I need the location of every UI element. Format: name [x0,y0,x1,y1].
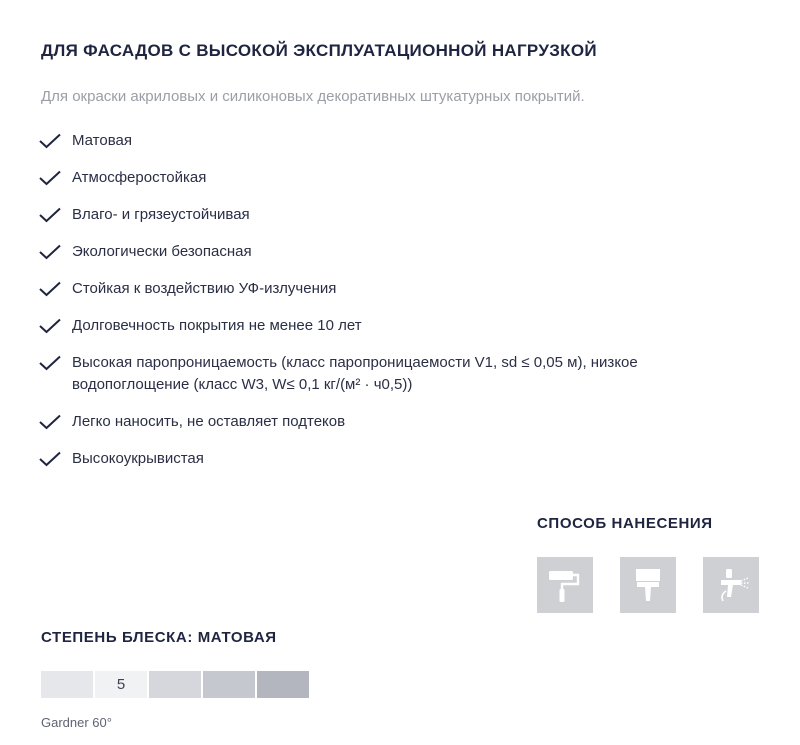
application-title: СПОСОБ НАНЕСЕНИЯ [537,515,713,532]
feature-item [38,315,738,337]
method-roller [537,557,593,613]
feature-item [38,278,738,300]
feature-text: Матовая [72,132,132,149]
feature-text: Высокоукрывистая [72,450,204,467]
feature-item [38,167,738,189]
section-title: ДЛЯ ФАСАДОВ С ВЫСОКОЙ ЭКСПЛУАТАЦИОННОЙ НАГРУЗКОЙ [41,41,597,60]
feature-text: Высокая паропроницаемость (класс паропроницаемости V1, sd ≤ 0,05 м), низкое водопоглощение (класс W3, W≤ 0,1 кг/(м² · ч0,5)) [72,354,638,393]
checkmark-icon [38,133,62,149]
checkmark-icon [38,355,62,371]
paint-roller-icon [545,565,585,605]
section-subtitle: Для окраски акриловых и силиконовых декоративных штукатурных покрытий. [41,88,585,105]
feature-item [38,411,738,433]
feature-text: Атмосферостойкая [72,169,207,186]
checkmark-icon [38,451,62,467]
feature-text: Легко наносить, не оставляет подтеков [72,413,346,430]
gloss-scale-caption: Gardner 60° [41,715,112,730]
gloss-scale-cell: 5 [95,671,147,698]
feature-text: Долговечность покрытия не менее 10 лет [72,317,362,334]
application-methods [537,557,759,613]
method-spray [703,557,759,613]
checkmark-icon [38,244,62,260]
feature-text: Экологически безопасная [72,243,252,260]
checkmark-icon [38,170,62,186]
feature-item [38,352,738,396]
gloss-scale-cell [257,671,309,698]
gloss-scale-cell [203,671,255,698]
paint-brush-icon [628,565,668,605]
feature-item [38,241,738,263]
feature-text: Влаго- и грязеустойчивая [72,206,250,223]
feature-item [38,448,738,470]
checkmark-icon [38,414,62,430]
feature-item [38,204,738,226]
feature-text: Стойкая к воздействию УФ-излучения [72,280,337,297]
feature-item [38,130,738,152]
gloss-scale-cell [149,671,201,698]
gloss-scale [41,671,309,698]
checkmark-icon [38,281,62,297]
gloss-title: СТЕПЕНЬ БЛЕСКА: МАТОВАЯ [41,629,277,646]
checkmark-icon [38,207,62,223]
feature-list [38,130,738,485]
gloss-scale-cell [41,671,93,698]
spray-gun-icon [711,565,751,605]
method-brush [620,557,676,613]
checkmark-icon [38,318,62,334]
